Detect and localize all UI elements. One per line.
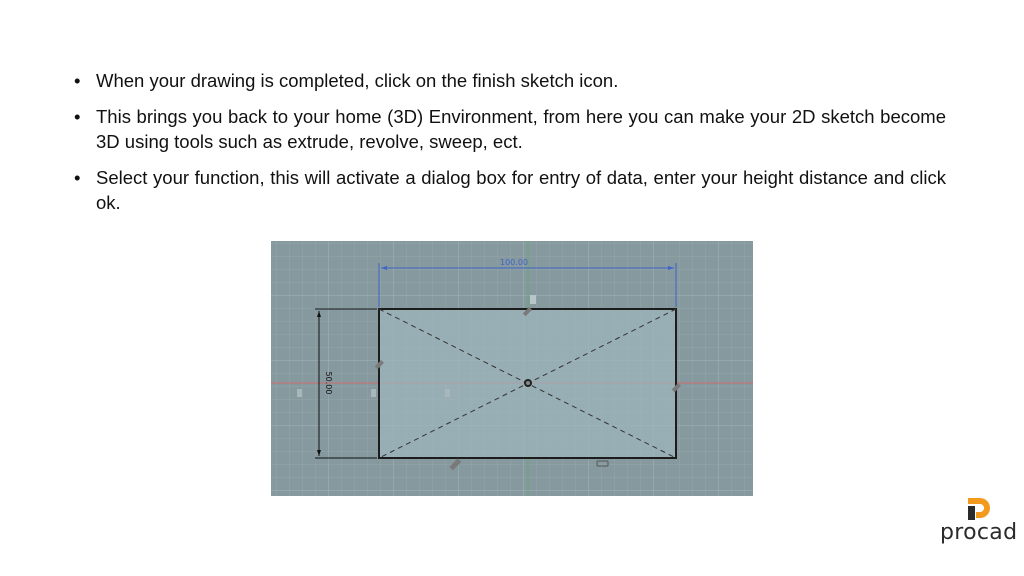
logo-mark-dark (968, 506, 975, 520)
procad-logo (936, 494, 1024, 552)
bullet-text: This brings you back to your home (3D) Environment, from here you can make your 2D sketch become 3D using tools such as extrude, revolve, sweep, ect. (96, 106, 946, 152)
bullet-item-select-function (74, 165, 946, 215)
height-dimension-label[interactable]: 50.00 (324, 371, 333, 395)
constraint-glyph[interactable] (530, 295, 536, 304)
bullet-item-finish-sketch (74, 68, 946, 93)
sketch-screenshot (271, 241, 753, 496)
bullet-list (74, 68, 946, 226)
grid-marker (371, 389, 376, 397)
grid-marker (297, 389, 302, 397)
bullet-text: When your drawing is completed, click on the finish sketch icon. (96, 70, 619, 91)
grid-marker (445, 389, 450, 397)
logo-mark-icon (966, 496, 996, 522)
bullet-item-3d-environment (74, 104, 946, 154)
center-point-inner (526, 381, 530, 385)
bullet-text: Select your function, this will activate a dialog box for entry of data, enter your height distance and click ok. (96, 167, 946, 213)
bullet-marker: • (74, 167, 81, 188)
width-dimension-label[interactable]: 100.00 (500, 258, 528, 267)
bullet-marker: • (74, 106, 81, 127)
logo-wordmark: procad (940, 520, 1018, 545)
bullet-marker: • (74, 70, 81, 91)
sketch-canvas (271, 241, 753, 496)
